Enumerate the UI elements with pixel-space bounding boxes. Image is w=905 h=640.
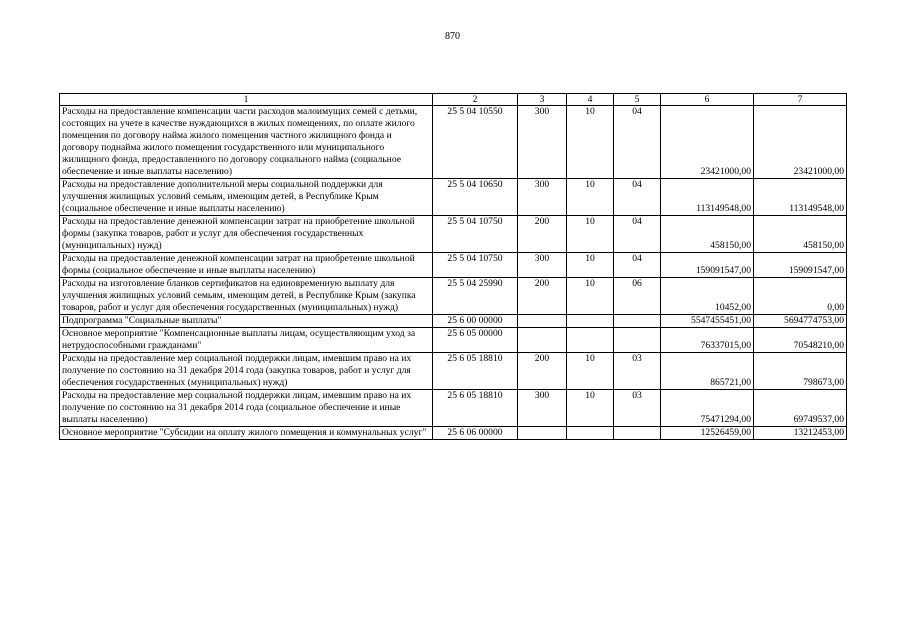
row-subsection [614, 328, 661, 353]
row-code: 25 5 04 25990 [433, 278, 518, 315]
row-expense-type [518, 328, 567, 353]
row-code: 25 5 04 10750 [433, 216, 518, 253]
row-section: 10 [567, 253, 614, 278]
row-code: 25 6 05 00000 [433, 328, 518, 353]
row-name: Подпрограмма "Социальные выплаты" [60, 315, 433, 328]
page-number: 870 [445, 31, 460, 42]
table-row [60, 328, 847, 353]
row-subsection: 03 [614, 353, 661, 390]
row-section: 10 [567, 216, 614, 253]
row-section: 10 [567, 278, 614, 315]
row-amount-col7: 5694774753,00 [754, 315, 847, 328]
row-expense-type: 200 [518, 353, 567, 390]
row-amount-col7: 69749537,00 [754, 390, 847, 427]
header-cell: 5 [614, 94, 661, 106]
row-code: 25 6 06 00000 [433, 427, 518, 440]
row-code: 25 5 04 10550 [433, 106, 518, 179]
row-amount-col6: 5547455451,00 [661, 315, 754, 328]
table-row [60, 427, 847, 440]
row-name: Расходы на изготовление бланков сертификатов на единовременную выплату для улучшения жилищных условий семьям, имеющим детей, в Республике Крым (закупка товаров, работ и услуг для обеспечения государственных (муниципальных) нужд) [60, 278, 433, 315]
row-amount-col6: 75471294,00 [661, 390, 754, 427]
row-expense-type: 300 [518, 253, 567, 278]
row-name: Расходы на предоставление дополнительной меры социальной поддержки для улучшения жилищных условий семьям, имеющим детей, в Республике Крым (социальное обеспечение и иные выплаты населению) [60, 179, 433, 216]
row-code: 25 5 04 10750 [433, 253, 518, 278]
row-subsection: 03 [614, 390, 661, 427]
row-amount-col7: 159091547,00 [754, 253, 847, 278]
row-code: 25 6 00 00000 [433, 315, 518, 328]
row-expense-type: 200 [518, 216, 567, 253]
row-subsection: 04 [614, 253, 661, 278]
row-amount-col7: 70548210,00 [754, 328, 847, 353]
row-section [567, 315, 614, 328]
row-subsection: 04 [614, 179, 661, 216]
row-name: Основное мероприятие "Компенсационные выплаты лицам, осуществляющим уход за нетрудоспособными гражданами" [60, 328, 433, 353]
row-amount-col6: 23421000,00 [661, 106, 754, 179]
row-amount-col6: 458150,00 [661, 216, 754, 253]
row-amount-col7: 13212453,00 [754, 427, 847, 440]
row-subsection: 06 [614, 278, 661, 315]
row-amount-col6: 159091547,00 [661, 253, 754, 278]
row-amount-col7: 458150,00 [754, 216, 847, 253]
header-cell: 7 [754, 94, 847, 106]
row-expense-type: 300 [518, 390, 567, 427]
row-section [567, 427, 614, 440]
header-cell: 4 [567, 94, 614, 106]
table-row [60, 216, 847, 253]
row-subsection [614, 427, 661, 440]
header-cell: 1 [60, 94, 433, 106]
row-name: Расходы на предоставление денежной компенсации затрат на приобретение школьной формы (социальное обеспечение и иные выплаты населению) [60, 253, 433, 278]
row-amount-col7: 113149548,00 [754, 179, 847, 216]
header-cell: 6 [661, 94, 754, 106]
row-name: Расходы на предоставление мер социальной поддержки лицам, имевшим право на их получение по состоянию на 31 декабря 2014 года (закупка товаров, работ и услуг для обеспечения государственных (муниципальных) нужд) [60, 353, 433, 390]
row-code: 25 6 05 18810 [433, 390, 518, 427]
row-amount-col6: 10452,00 [661, 278, 754, 315]
row-section [567, 328, 614, 353]
row-subsection: 04 [614, 216, 661, 253]
table-row [60, 253, 847, 278]
row-section: 10 [567, 390, 614, 427]
row-amount-col7: 798673,00 [754, 353, 847, 390]
table-row [60, 179, 847, 216]
table-header-row [60, 94, 847, 106]
row-amount-col7: 0,00 [754, 278, 847, 315]
row-name: Расходы на предоставление денежной компенсации затрат на приобретение школьной формы (закупка товаров, работ и услуг для обеспечения государственных (муниципальных) нужд) [60, 216, 433, 253]
table-row [60, 106, 847, 179]
row-expense-type: 300 [518, 106, 567, 179]
row-code: 25 6 05 18810 [433, 353, 518, 390]
row-section: 10 [567, 106, 614, 179]
header-cell: 2 [433, 94, 518, 106]
table-row [60, 390, 847, 427]
row-expense-type [518, 427, 567, 440]
row-subsection [614, 315, 661, 328]
table-row [60, 278, 847, 315]
row-section: 10 [567, 353, 614, 390]
row-name: Расходы на предоставление компенсации части расходов малоимущих семей с детьми, состоящих на учете в качестве нуждающихся в жилых помещениях, по оплате жилого помещения по договору найма жилого помещения частного жилищного фонда и договору поднайма жилого помещения государственного или муниципального жилищного фонда, предоставленного по договору социального найма (социальное обеспечение и иные выплаты населению) [60, 106, 433, 179]
row-amount-col6: 865721,00 [661, 353, 754, 390]
table-row [60, 315, 847, 328]
row-subsection: 04 [614, 106, 661, 179]
header-cell: 3 [518, 94, 567, 106]
row-name: Основное мероприятие "Субсидии на оплату жилого помещения и коммунальных услуг" [60, 427, 433, 440]
row-amount-col6: 113149548,00 [661, 179, 754, 216]
row-amount-col7: 23421000,00 [754, 106, 847, 179]
row-amount-col6: 12526459,00 [661, 427, 754, 440]
budget-table [59, 93, 847, 440]
row-name: Расходы на предоставление мер социальной поддержки лицам, имевшим право на их получение по состоянию на 31 декабря 2014 года (социальное обеспечение и иные выплаты населению) [60, 390, 433, 427]
row-amount-col6: 76337015,00 [661, 328, 754, 353]
row-expense-type [518, 315, 567, 328]
row-expense-type: 300 [518, 179, 567, 216]
row-expense-type: 200 [518, 278, 567, 315]
row-code: 25 5 04 10650 [433, 179, 518, 216]
table-row [60, 353, 847, 390]
row-section: 10 [567, 179, 614, 216]
